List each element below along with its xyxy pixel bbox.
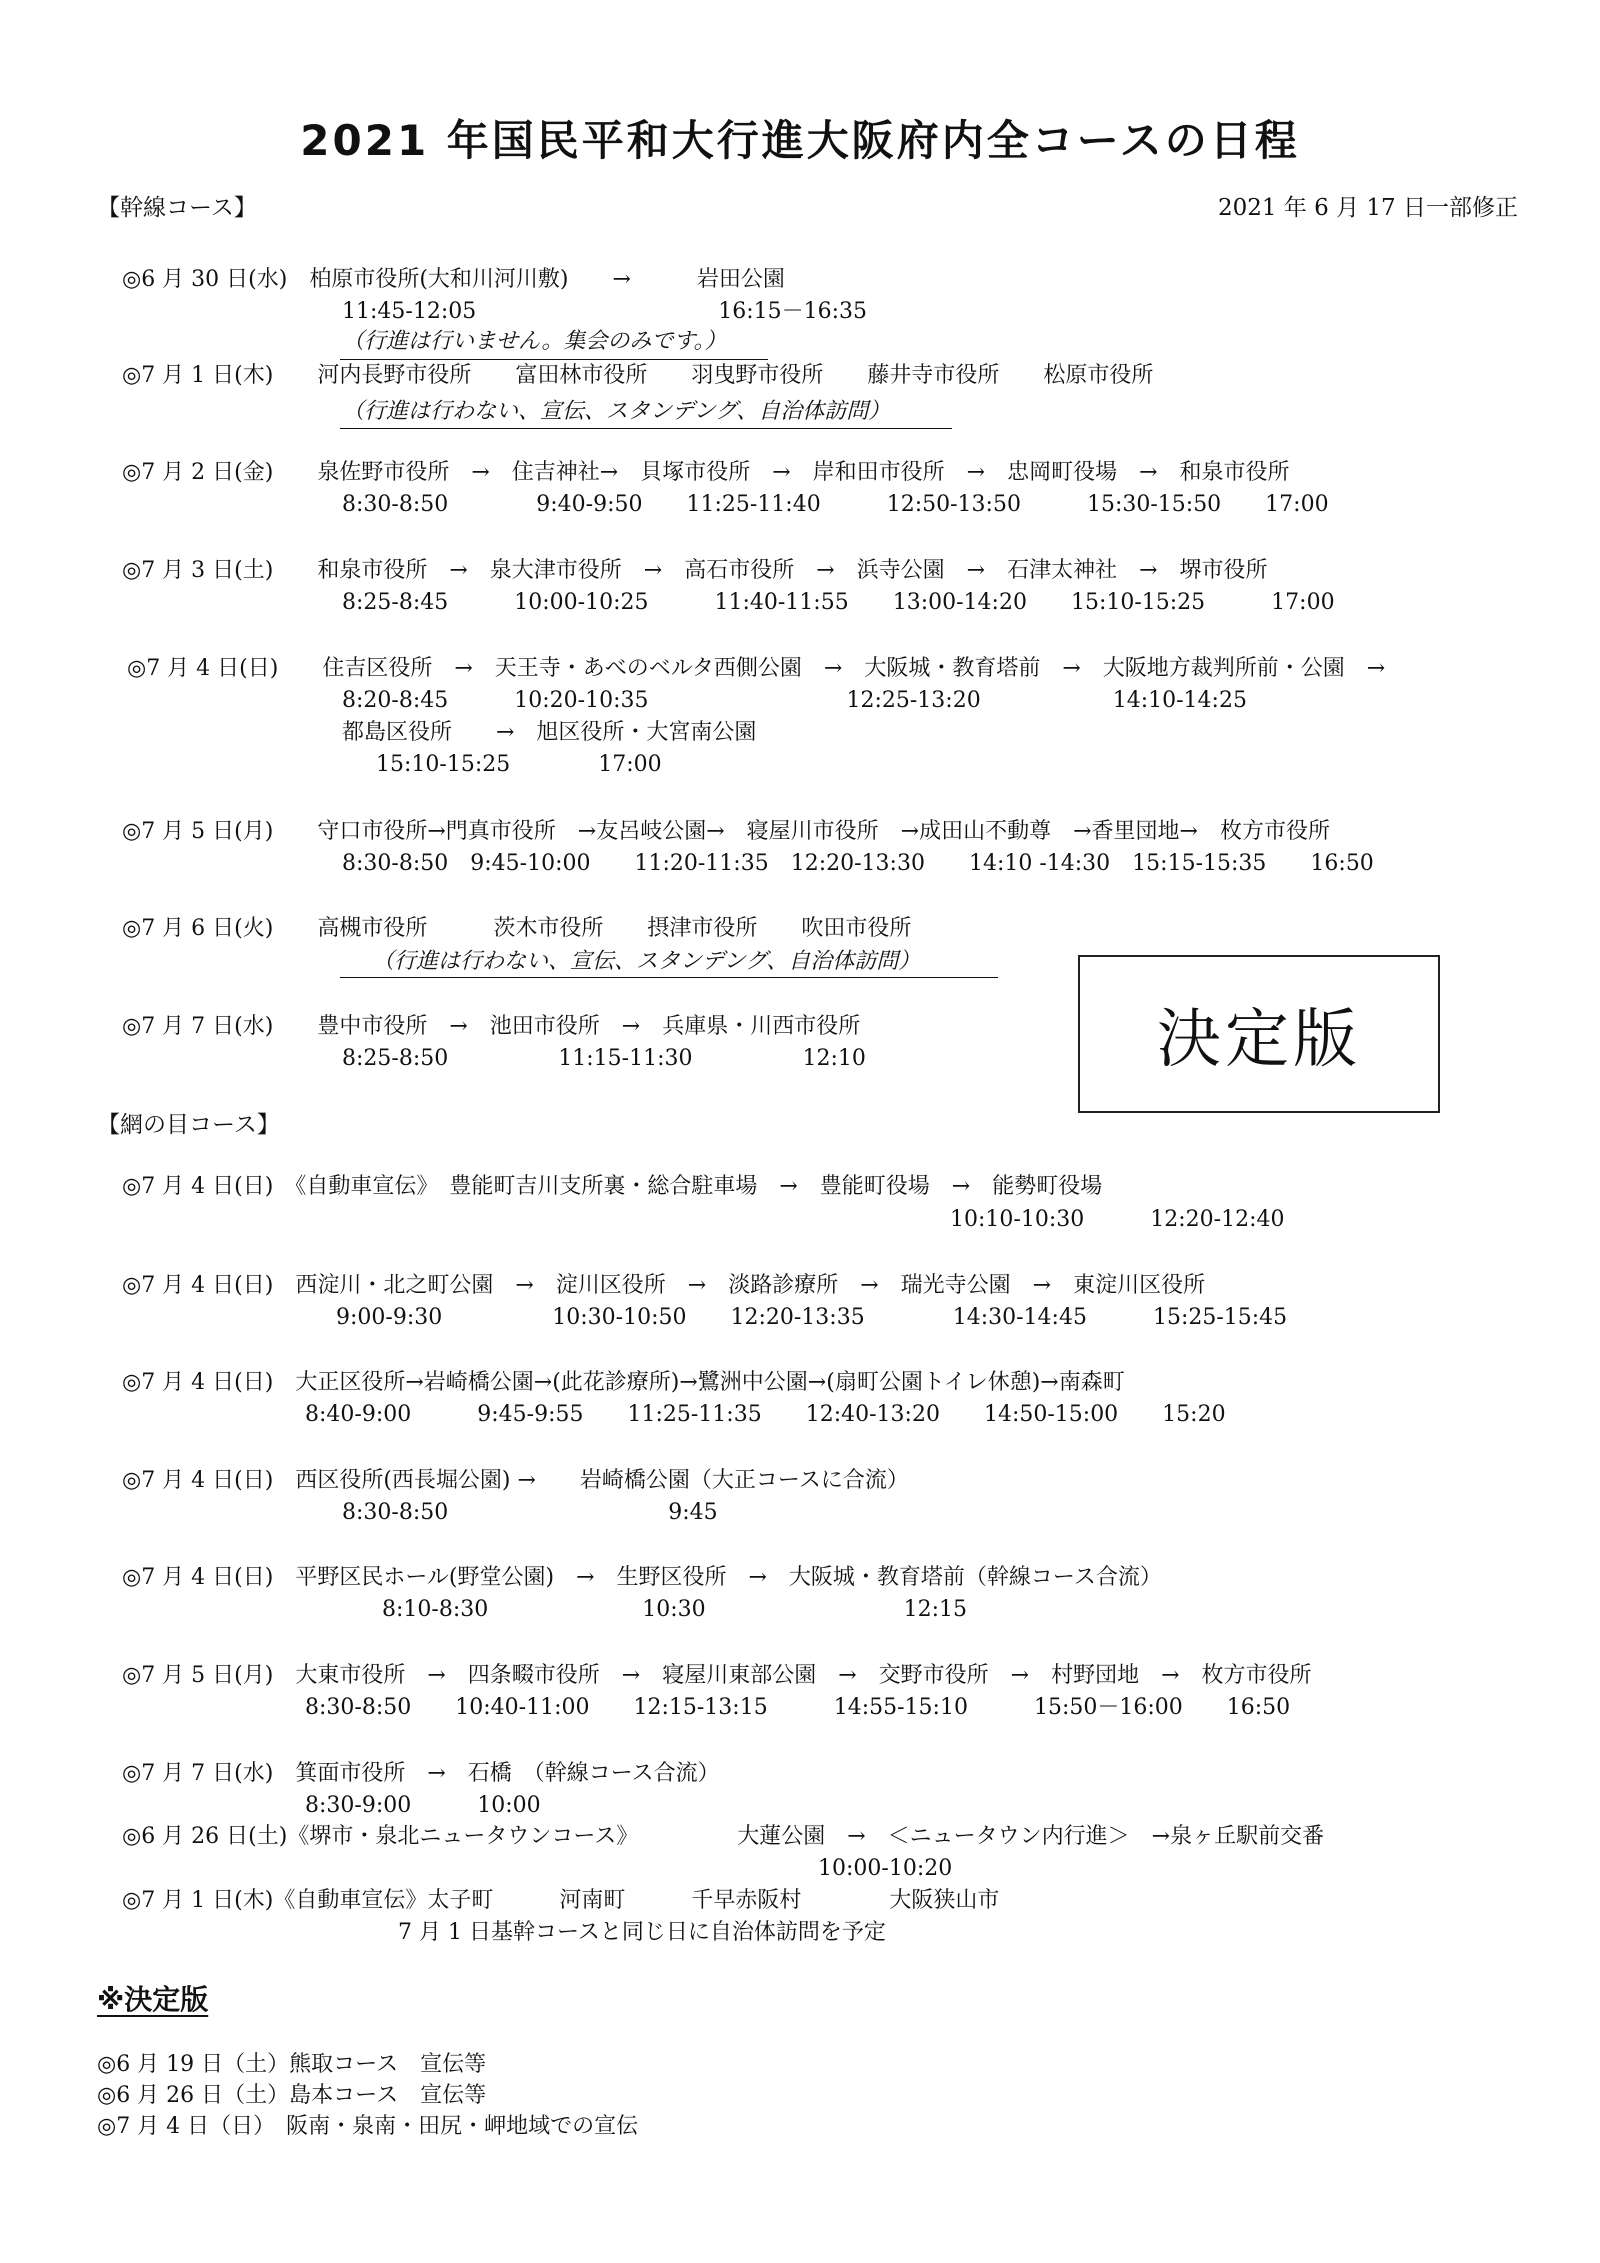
schedule-times: 8:30-8:50 9:45 (342, 1500, 718, 1525)
schedule-line: 都島区役所 → 旭区役所・大宮南公園 (342, 720, 757, 745)
schedule-times: 8:10-8:30 10:30 12:15 (382, 1597, 968, 1622)
schedule-note: （行進は行いません。集会のみです。） (342, 329, 727, 354)
schedule-times: 8:30-8:50 9:45-10:00 11:20-11:35 12:20-13:30 14:10 -14:30 15:15-15:35 16:50 (342, 851, 1374, 876)
schedule-times: 8:20-8:45 10:20-10:35 12:25-13:20 14:10-14:25 (342, 688, 1247, 713)
schedule-times: 8:30-8:50 10:40-11:00 12:15-13:15 14:55-15:10 15:50－16:00 16:50 (305, 1695, 1291, 1720)
schedule-line: ◎6 月 30 日(水) 柏原市役所(大和川河川敷) → 岩田公園 (122, 267, 785, 292)
schedule-times: 10:00‐10:20 (818, 1856, 953, 1881)
revision-note: 2021 年 6 月 17 日一部修正 (1218, 195, 1518, 221)
note-underline (340, 428, 952, 429)
schedule-times: 10:10‐10:30 12:20‐12:40 (950, 1207, 1285, 1232)
final-section-heading: ※決定版 (97, 1983, 209, 2016)
schedule-times: 11:45-12:05 16:15－16:35 (342, 299, 868, 324)
schedule-line: ◎7 月 4 日(日) 大正区役所→岩崎橋公園→(此花診療所)→鷺洲中公園→(扇町公園トイレ休憩)→南森町 (122, 1370, 1125, 1395)
page-title: 2021 年国民平和大行進大阪府内全コースの日程 (300, 116, 1300, 165)
schedule-times: 8:40-9:00 9:45-9:55 11:25-11:35 12:40-13:20 14:50-15:00 15:20 (305, 1402, 1226, 1427)
schedule-times: 8:25-8:50 11:15-11:30 12:10 (342, 1046, 866, 1071)
stamp-label: 決定版 (1157, 1003, 1361, 1077)
note-underline (340, 359, 768, 360)
schedule-note: 7 月 1 日基幹コースと同じ日に自治体訪問を予定 (398, 1920, 886, 1945)
schedule-line: ◎7 月 3 日(土) 和泉市役所 → 泉大津市役所 → 高石市役所 → 浜寺公園 → 石津太神社 → 堺市役所 (122, 558, 1268, 583)
schedule-times: 8:30-9:00 10:00 (305, 1793, 541, 1818)
schedule-line: ◎6 月 26 日(土)《堺市・泉北ニュータウンコース》 大蓮公園 → ＜ニュータウン内行進＞ →泉ヶ丘駅前交番 (122, 1824, 1325, 1849)
note-underline (340, 977, 998, 978)
schedule-line: ◎7 月 1 日(木)《自動車宣伝》太子町 河南町 千早赤阪村 大阪狭山市 (122, 1888, 1000, 1913)
schedule-line: ◎7 月 4 日(日) 《自動車宣伝》 豊能町吉川支所裏・総合駐車場 → 豊能町役場 → 能勢町役場 (122, 1174, 1103, 1199)
schedule-line: ◎7 月 4 日(日) 平野区民ホール(野堂公園) → 生野区役所 → 大阪城・教育塔前（幹線コース合流） (122, 1565, 1162, 1590)
schedule-line: ◎7 月 1 日(木) 河内長野市役所 富田林市役所 羽曳野市役所 藤井寺市役所 松原市役所 (122, 363, 1154, 388)
schedule-line: ◎7 月 5 日(月) 大東市役所 → 四条畷市役所 → 寝屋川東部公園 → 交野市役所 → 村野団地 → 枚方市役所 (122, 1663, 1312, 1688)
kansen-course-label: 【幹線コース】 (97, 195, 257, 221)
schedule-line: ◎7 月 2 日(金) 泉佐野市役所 → 住吉神社→ 貝塚市役所 → 岸和田市役所 → 忠岡町役場 → 和泉市役所 (122, 460, 1290, 485)
final-item: ◎6 月 19 日（土）熊取コース 宣伝等 (97, 2052, 487, 2077)
schedule-line: ◎7 月 6 日(火) 高槻市役所 茨木市役所 摂津市役所 吹田市役所 (122, 916, 912, 941)
schedule-line: ◎7 月 7 日(水) 豊中市役所 → 池田市役所 → 兵庫県・川西市役所 (122, 1014, 861, 1039)
schedule-line: ◎7 月 4 日(日) 西淀川・北之町公園 → 淀川区役所 → 淡路診療所 → 瑞光寺公園 → 東淀川区役所 (122, 1273, 1206, 1298)
schedule-times: 8:25-8:45 10:00-10:25 11:40-11:55 13:00-14:20 15:10-15:25 17:00 (342, 590, 1335, 615)
schedule-line: ◎7 月 5 日(月) 守口市役所→門真市役所 →友呂岐公園→ 寝屋川市役所 →成田山不動尊 →香里団地→ 枚方市役所 (122, 819, 1330, 844)
amime-course-label: 【網の目コース】 (97, 1112, 280, 1138)
schedule-times: 9:00-9:30 10:30-10:50 12:20-13:35 14:30-14:45 15:25-15:45 (336, 1305, 1288, 1330)
schedule-line: ◎7 月 4 日(日) 住吉区役所 → 天王寺・あべのベルタ西側公園 → 大阪城・教育塔前 → 大阪地方裁判所前・公園 → (127, 656, 1386, 681)
final-version-stamp (1078, 955, 1440, 1113)
final-item: ◎7 月 4 日（日） 阪南・泉南・田尻・岬地域での宣伝 (97, 2114, 639, 2139)
final-item: ◎6 月 26 日（土）島本コース 宣伝等 (97, 2083, 487, 2108)
schedule-note: （行進は行わない、宣伝、スタンデング、自治体訪問） (372, 949, 921, 974)
schedule-times: 8:30-8:50 9:40-9:50 11:25-11:40 12:50-13:50 15:30-15:50 17:00 (342, 492, 1329, 517)
schedule-line: ◎7 月 4 日(日) 西区役所(西長堀公園) → 岩崎橋公園（大正コースに合流） (122, 1468, 909, 1493)
schedule-times: 15:10-15:25 17:00 (376, 752, 662, 777)
schedule-line: ◎7 月 7 日(水) 箕面市役所 → 石橋 （幹線コース合流） (122, 1761, 720, 1786)
schedule-note: （行進は行わない、宣伝、スタンデング、自治体訪問） (342, 399, 891, 424)
